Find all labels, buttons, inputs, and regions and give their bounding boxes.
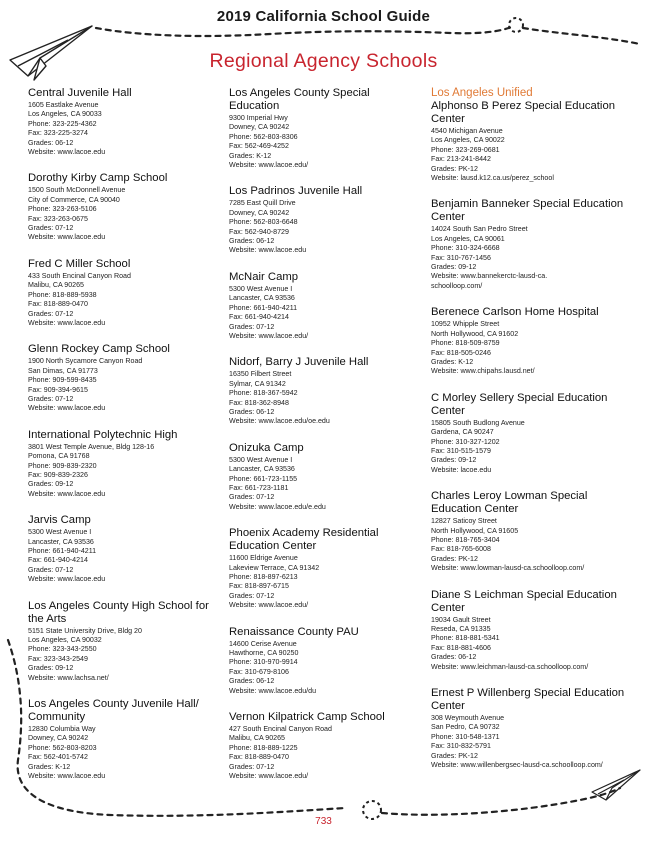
- school-entry: [431, 198, 636, 291]
- school-detail-line: Fax: 661-940-4214: [229, 313, 289, 322]
- school-detail-line: Hawthorne, CA 90250: [229, 649, 299, 658]
- school-name: Ernest P Willenberg Special Education Center: [431, 687, 625, 713]
- school-detail-line: 9300 Imperial Hwy: [229, 114, 288, 122]
- school-detail-line: Website: www.lacoe.edu/: [229, 772, 309, 781]
- school-name: Benjamin Banneker Special Education Center: [431, 198, 624, 224]
- school-entry: [229, 527, 421, 610]
- school-column-3: [431, 87, 636, 785]
- school-detail-line: Phone: 562-803-8306: [229, 132, 298, 141]
- school-name: Charles Leroy Lowman Special Education Center: [431, 490, 588, 516]
- school-detail-line: 12827 Saticoy Street: [431, 517, 497, 526]
- school-detail-line: 1900 North Sycamore Canyon Road: [28, 357, 143, 366]
- school-entry: [28, 429, 218, 499]
- school-detail-line: Fax: 818-505-0246: [431, 348, 491, 357]
- school-detail-line: Fax: 818-881-4606: [431, 643, 491, 652]
- school-detail-line: Fax: 818-889-0470: [229, 753, 289, 762]
- school-detail-line: 10952 Whipple Street: [431, 320, 500, 329]
- school-detail-line: Phone: 310-324-6668: [431, 244, 500, 253]
- school-detail-line: Los Angeles, CA 90022: [431, 136, 505, 145]
- school-name: Berenece Carlson Home Hospital: [431, 306, 599, 319]
- school-entry: [431, 392, 636, 475]
- school-detail-line: Fax: 213-241-8442: [431, 155, 491, 164]
- school-detail-line: Malibu, CA 90265: [229, 734, 285, 743]
- school-detail-line: Website: www.lacoe.edu/: [229, 601, 309, 610]
- school-detail-line: Fax: 323-263-0675: [28, 214, 88, 223]
- school-detail-line: Grades: 07-12: [28, 565, 74, 574]
- school-detail-line: Phone: 310-327-1202: [431, 437, 500, 446]
- school-detail-line: Website: www.lachsa.net/: [28, 673, 109, 682]
- school-entry: [431, 589, 636, 672]
- school-detail-line: Phone: 818-897-6213: [229, 573, 298, 581]
- school-entry: [431, 306, 636, 376]
- school-entry: [28, 698, 218, 781]
- school-detail-line: Website: www.lacoe.edu/: [229, 161, 309, 170]
- school-detail-line: Pomona, CA 91768: [28, 452, 90, 461]
- school-name: Los Padrinos Juvenile Hall: [229, 185, 363, 198]
- school-detail-line: Fax: 323-343-2549: [28, 654, 88, 663]
- school-detail-line: Grades: 09-12: [431, 456, 477, 465]
- school-entry: [229, 626, 421, 696]
- school-detail-line: Fax: 909-839-2326: [28, 470, 88, 479]
- school-detail-line: Downey, CA 90242: [229, 208, 290, 217]
- school-detail-line: Website: www.willenbergsec-lausd-ca.schoolloop.com/: [431, 761, 603, 770]
- school-name: Dorothy Kirby Camp School: [28, 172, 168, 185]
- school-detail-line: Grades: PK-12: [431, 554, 478, 563]
- school-detail-line: Phone: 323-269-0681: [431, 145, 500, 154]
- page-number: 733: [315, 816, 332, 827]
- school-detail-line: Los Angeles, CA 90032: [28, 636, 102, 645]
- school-detail-line: Grades: 07-12: [229, 762, 275, 771]
- school-detail-line: Downey, CA 90242: [229, 123, 290, 132]
- school-detail-line: Phone: 818-509-8759: [431, 339, 500, 348]
- school-detail-line: Grades: K-12: [229, 151, 272, 160]
- school-detail-line: Phone: 818-765-3404: [431, 535, 500, 544]
- section-title: Regional Agency Schools: [209, 50, 438, 72]
- school-detail-line: Grades: 06-12: [229, 407, 275, 416]
- school-detail-line: Phone: 323-263-5106: [28, 205, 97, 214]
- school-detail-line: 14600 Cerise Avenue: [229, 639, 297, 648]
- school-entry: [28, 514, 218, 584]
- school-detail-line: Grades: 07-12: [229, 493, 275, 502]
- school-detail-line: Grades: 06-12: [431, 653, 477, 662]
- school-detail-line: Grades: K-12: [431, 357, 474, 366]
- school-detail-line: Grades: 07-12: [28, 309, 74, 318]
- school-detail-line: 12830 Columbia Way: [28, 725, 96, 734]
- school-detail-line: Website: www.lacoe.edu/e.edu: [229, 502, 326, 511]
- school-entry: [28, 343, 218, 413]
- school-detail-line: Website: lacoe.edu: [431, 465, 492, 474]
- school-detail-line: 5300 West Avenue I: [229, 455, 293, 464]
- school-entry: [431, 687, 636, 770]
- school-name: Vernon Kilpatrick Camp School: [229, 711, 385, 724]
- school-detail-line: Fax: 818-362-8948: [229, 398, 289, 407]
- school-detail-line: Phone: 661-940-4211: [28, 547, 97, 555]
- school-detail-line: 1500 South McDonnell Avenue: [28, 186, 126, 195]
- school-detail-line: Grades: 07-12: [229, 591, 275, 600]
- school-detail-line: Website: www.bannekerctc-lausd-ca.: [431, 272, 548, 281]
- school-name: C Morley Sellery Special Education Center: [431, 391, 608, 417]
- school-entry: [229, 185, 421, 255]
- school-detail-line: Phone: 562-803-6648: [229, 218, 298, 227]
- school-detail-line: Sylmar, CA 91342: [229, 379, 286, 388]
- school-name: Los Angeles County Juvenile Hall/ Community: [28, 698, 199, 724]
- school-detail-line: Lancaster, CA 93536: [28, 537, 94, 546]
- school-entry: [28, 172, 218, 242]
- school-detail-line: 427 South Encinal Canyon Road: [229, 725, 332, 734]
- school-name: Phoenix Academy Residential Education Center: [229, 527, 379, 553]
- school-detail-line: Phone: 661-940-4211: [229, 303, 298, 312]
- school-entry: [229, 271, 421, 341]
- school-detail-line: 16350 Filbert Street: [229, 370, 292, 379]
- school-detail-line: 5300 West Avenue I: [28, 528, 92, 537]
- school-detail-line: Fax: 310-679-8106: [229, 667, 289, 676]
- school-detail-line: Phone: 909-599-8435: [28, 376, 97, 385]
- school-detail-line: Phone: 661-723-1155: [229, 474, 298, 483]
- school-column-2: [229, 87, 421, 797]
- school-detail-line: Downey, CA 90242: [28, 734, 89, 743]
- school-detail-line: Fax: 818-889-0470: [28, 300, 88, 309]
- school-column-1: [28, 87, 218, 797]
- school-name: Renaissance County PAU: [229, 625, 359, 638]
- school-detail-line: Website: www.lacoe.edu: [28, 772, 106, 781]
- school-detail-line: Fax: 562-401-5742: [28, 753, 88, 762]
- school-detail-line: Website: www.lacoe.edu: [28, 233, 106, 242]
- school-detail-line: Website: www.lacoe.edu: [229, 246, 307, 255]
- school-detail-line: 4540 Michigan Avenue: [431, 127, 503, 135]
- school-detail-line: Website: www.lacoe.edu: [28, 404, 106, 413]
- school-entry: [229, 442, 421, 512]
- school-detail-line: Grades: 09-12: [28, 664, 74, 673]
- school-entry: [431, 490, 636, 573]
- school-detail-line: San Pedro, CA 90732: [431, 723, 500, 732]
- school-detail-line: 14024 South San Pedro Street: [431, 225, 528, 234]
- school-detail-line: Phone: 818-889-1225: [229, 743, 298, 752]
- school-detail-line: 11600 Eldrige Avenue: [229, 554, 298, 563]
- school-entry: [229, 711, 421, 781]
- school-name: Nidorf, Barry J Juvenile Hall: [229, 356, 369, 369]
- school-detail-line: Fax: 323-225-3274: [28, 129, 88, 138]
- school-name: Onizuka Camp: [229, 441, 304, 454]
- school-detail-line: Malibu, CA 90265: [28, 281, 84, 290]
- school-detail-line: 433 South Encinal Canyon Road: [28, 271, 131, 280]
- guide-title: 2019 California School Guide: [216, 8, 431, 25]
- school-detail-line: Grades: 06-12: [229, 237, 275, 246]
- school-name: Fred C Miller School: [28, 257, 131, 270]
- school-detail-line: Lancaster, CA 93536: [229, 465, 295, 474]
- school-detail-line: Fax: 909-394-9615: [28, 385, 88, 394]
- school-detail-line: 19034 Gault Street: [431, 615, 491, 624]
- school-detail-line: Website: www.lacoe.edu/du: [229, 686, 317, 695]
- school-detail-line: Grades: 06-12: [229, 677, 275, 686]
- school-detail-line: Los Angeles, CA 90061: [431, 234, 505, 243]
- school-name: Jarvis Camp: [28, 514, 91, 527]
- school-name: Central Juvenile Hall: [28, 87, 132, 99]
- school-detail-line: Website: www.leichman-lausd-ca.schoolloop.com/: [431, 662, 589, 671]
- school-detail-line: Phone: 323-343-2550: [28, 645, 97, 654]
- school-detail-line: Website: www.lacoe.edu: [28, 318, 106, 327]
- school-name: Glenn Rockey Camp School: [28, 343, 170, 356]
- school-detail-line: Phone: 562-803-8203: [28, 743, 97, 752]
- school-detail-line: 1605 Eastlake Avenue: [28, 101, 99, 109]
- school-detail-line: Website: www.lacoe.edu: [28, 148, 106, 157]
- school-detail-line: Fax: 818-897-6715: [229, 582, 289, 591]
- district-heading: Los Angeles Unified: [431, 87, 533, 99]
- school-detail-line: 5151 State University Drive, Bldg 20: [28, 626, 142, 635]
- school-detail-line: Phone: 323-225-4362: [28, 119, 97, 128]
- school-detail-line: Phone: 818-881-5341: [431, 634, 500, 643]
- school-detail-line: Phone: 310-548-1371: [431, 732, 500, 741]
- school-detail-line: 308 Weymouth Avenue: [431, 714, 505, 723]
- school-detail-line: Fax: 310-832-5791: [431, 742, 491, 751]
- school-entry: [229, 356, 421, 426]
- school-name: Los Angeles County Special Education: [229, 87, 370, 112]
- school-detail-line: Phone: 909-839-2320: [28, 461, 97, 470]
- school-detail-line: Grades: 07-12: [229, 322, 275, 331]
- school-detail-line: Fax: 562-940-8729: [229, 227, 289, 236]
- school-detail-line: Website: www.lacoe.edu/: [229, 331, 309, 340]
- school-detail-line: Grades: 06-12: [28, 138, 74, 147]
- school-entry: [28, 258, 218, 328]
- school-detail-line: Grades: PK-12: [431, 751, 478, 760]
- school-detail-line: 15805 South Budlong Avenue: [431, 418, 525, 427]
- school-detail-line: 3801 West Temple Avenue, Bldg 128-16: [28, 442, 155, 451]
- school-detail-line: San Dimas, CA 91773: [28, 366, 98, 375]
- school-detail-line: Grades: PK-12: [431, 164, 478, 173]
- school-detail-line: Website: www.lacoe.edu: [28, 575, 106, 584]
- school-detail-line: Phone: 818-367-5942: [229, 389, 298, 398]
- school-detail-line: City of Commerce, CA 90040: [28, 195, 120, 204]
- school-detail-line: Website: www.lowman-lausd-ca.schoolloop.com/: [431, 564, 585, 573]
- school-detail-line: Fax: 661-940-4214: [28, 556, 88, 565]
- school-detail-line: Phone: 818-889-5938: [28, 290, 97, 299]
- school-detail-line: Grades: 09-12: [431, 263, 477, 272]
- school-detail-line: Reseda, CA 91335: [431, 625, 491, 633]
- school-detail-line: Website: www.lacoe.edu: [28, 489, 106, 498]
- school-name: Diane S Leichman Special Education Center: [431, 588, 617, 614]
- school-detail-line: Grades: 09-12: [28, 480, 74, 489]
- school-name: McNair Camp: [229, 270, 299, 283]
- school-name: International Polytechnic High: [28, 428, 178, 441]
- school-detail-line: Website: lausd.k12.ca.us/perez_school: [431, 174, 554, 183]
- school-detail-line: 5300 West Avenue I: [229, 284, 293, 293]
- school-entry: [28, 87, 218, 157]
- school-detail-line: 7285 East Quill Drive: [229, 199, 296, 208]
- school-detail-line: Fax: 661-723-1181: [229, 483, 289, 492]
- school-detail-line: North Hollywood, CA 91605: [431, 526, 519, 535]
- school-detail-line: Gardena, CA 90247: [431, 428, 494, 437]
- school-detail-line: North Hollywood, CA 91602: [431, 329, 519, 338]
- school-detail-line: Grades: 07-12: [28, 394, 74, 403]
- school-detail-line: Lancaster, CA 93536: [229, 294, 295, 303]
- school-detail-line: Grades: K-12: [28, 762, 71, 771]
- school-name: Alphonso B Perez Special Education Center: [431, 100, 616, 125]
- school-detail-line: Grades: 07-12: [28, 224, 74, 233]
- school-detail-line: Website: www.chipahs.lausd.net/: [431, 367, 535, 376]
- school-name: Los Angeles County High School for the Arts: [28, 599, 209, 625]
- school-detail-line: Los Angeles, CA 90033: [28, 110, 102, 119]
- school-entry: [28, 600, 218, 683]
- school-detail-line: Website: www.lacoe.edu/oe.edu: [229, 417, 330, 426]
- school-detail-line: Fax: 310-767-1456: [431, 253, 491, 262]
- school-entry: [229, 87, 421, 170]
- school-entry: [431, 100, 636, 183]
- school-detail-line: Phone: 310-970-9914: [229, 658, 298, 667]
- school-detail-line: Lakeview Terrace, CA 91342: [229, 563, 320, 572]
- school-detail-line: Fax: 818-765-6008: [431, 545, 491, 554]
- school-detail-line: Fax: 562-469-4252: [229, 142, 289, 151]
- school-detail-line: Fax: 310-515-1579: [431, 446, 491, 455]
- school-detail-line: schoolloop.com/: [431, 281, 483, 290]
